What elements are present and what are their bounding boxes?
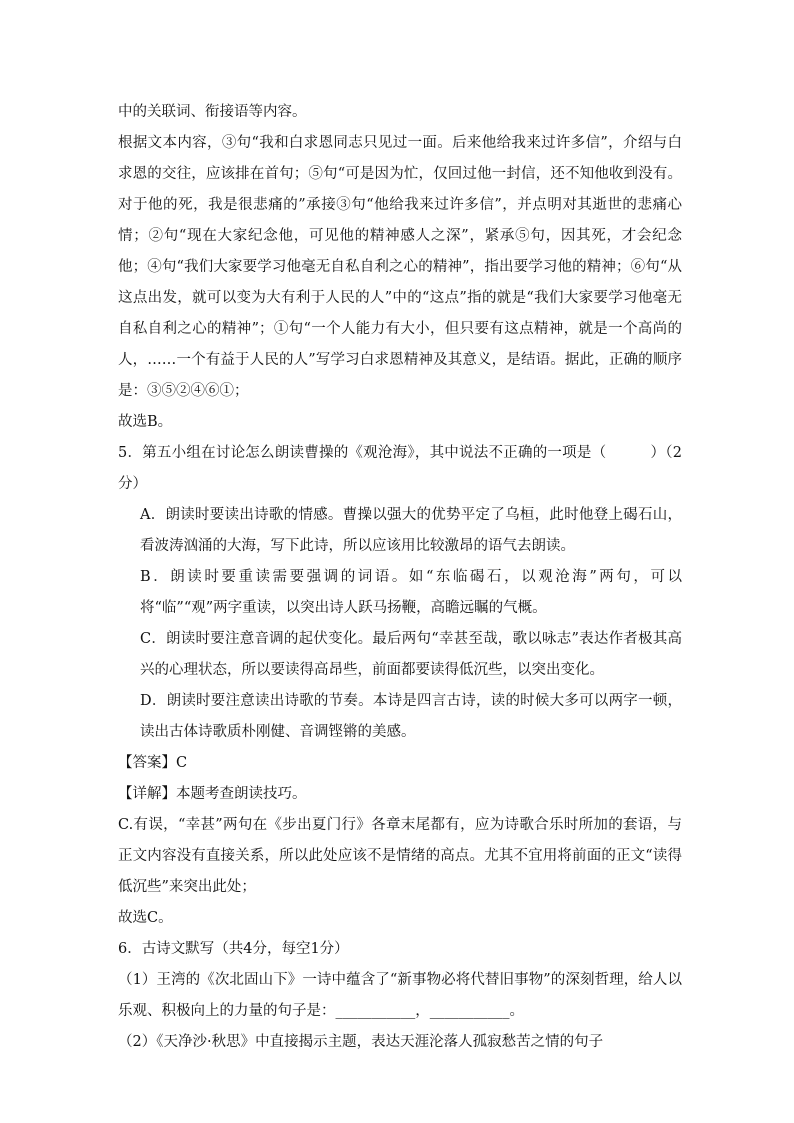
question-6-stem: 6．古诗文默写（共4分，每空1分）	[118, 941, 349, 957]
question-5-stem: 5．第五小组在讨论怎么朗读曹操的《观沧海》，其中说法不正确的一项是（ ）（2分）	[118, 445, 682, 492]
question-5-option-c: C．朗读时要注意音调的起伏变化。最后两句“幸甚至哉，歌以咏志”表达作者极其高兴的心理状态，所以要读得高昂些，前面都要读得低沉些，以突出变化。	[140, 631, 682, 678]
explanation-label: 【详解】本题考查朗读技巧。	[118, 786, 307, 802]
paragraph-answer-c: 故选C。	[118, 910, 173, 926]
paragraph-intro: 中的关联词、衔接语等内容。	[118, 104, 307, 120]
question-5-option-a: A．朗读时要读出诗歌的情感。曹操以强大的优势平定了乌桓，此时他登上碣石山，看波涛汹涌的大海，写下此诗，所以应该用比较激昂的语气去朗读。	[140, 507, 682, 554]
question-5-option-d: D．朗读时要注意读出诗歌的节奏。本诗是四言古诗，读的时候大多可以两字一顿，读出古体诗歌质朴刚健、音调铿锵的美感。	[140, 693, 682, 740]
explanation-text: C.有误，“幸甚”两句在《步出夏门行》各章末尾都有，应为诗歌合乐时所加的套语，与正文内容没有直接关系，所以此处应该不是情绪的高点。尤其不宜用将前面的正文“读得低沉些”来突出此处；	[118, 817, 682, 895]
answer-label: 【答案】C	[118, 755, 188, 771]
question-6-part-1: （1）王湾的《次北固山下》一诗中蕴含了“新事物必将代替旧事物”的深刻哲理，给人以乐观、积极向上的力量的句子是：___________，___________。	[118, 972, 682, 1019]
document-body	[118, 97, 682, 1058]
paragraph-answer-b: 故选B。	[118, 414, 173, 430]
question-6-part-2: （2）《天净沙·秋思》中直接揭示主题，表达天涯沦落人孤寂愁苦之情的句子	[118, 1034, 604, 1050]
paragraph-analysis: 根据文本内容，③句“我和白求恩同志只见过一面。后来他给我来过许多信”，介绍与白求恩的交往，应该排在首句；⑤句“可是因为忙，仅回过他一封信，还不知他收到没有。对于他的死，我是很悲痛的”承接③句“他给我来过许多信”，并点明对其逝世的悲痛心情；②句“现在大家纪念他，可见他的精神感人之深”，紧承⑤句，因其死，才会纪念他；④句“我们大家要学习他毫无自私自利之心的精神”，指出要学习他的精神；⑥句“从这点出发，就可以变为大有利于人民的人”中的“这点”指的就是“我们大家要学习他毫无自私自利之心的精神”；①句“一个人能力有大小，但只要有这点精神，就是一个高尚的人，……一个有益于人民的人”写学习白求恩精神及其意义，是结语。据此，正确的顺序是：③⑤②④⑥①；	[118, 135, 682, 399]
question-5-option-b: B．朗读时要重读需要强调的词语。如“东临碣石，以观沧海”两句，可以将“临”“观”两字重读，以突出诗人跃马扬鞭，高瞻远瞩的气概。	[140, 569, 682, 616]
